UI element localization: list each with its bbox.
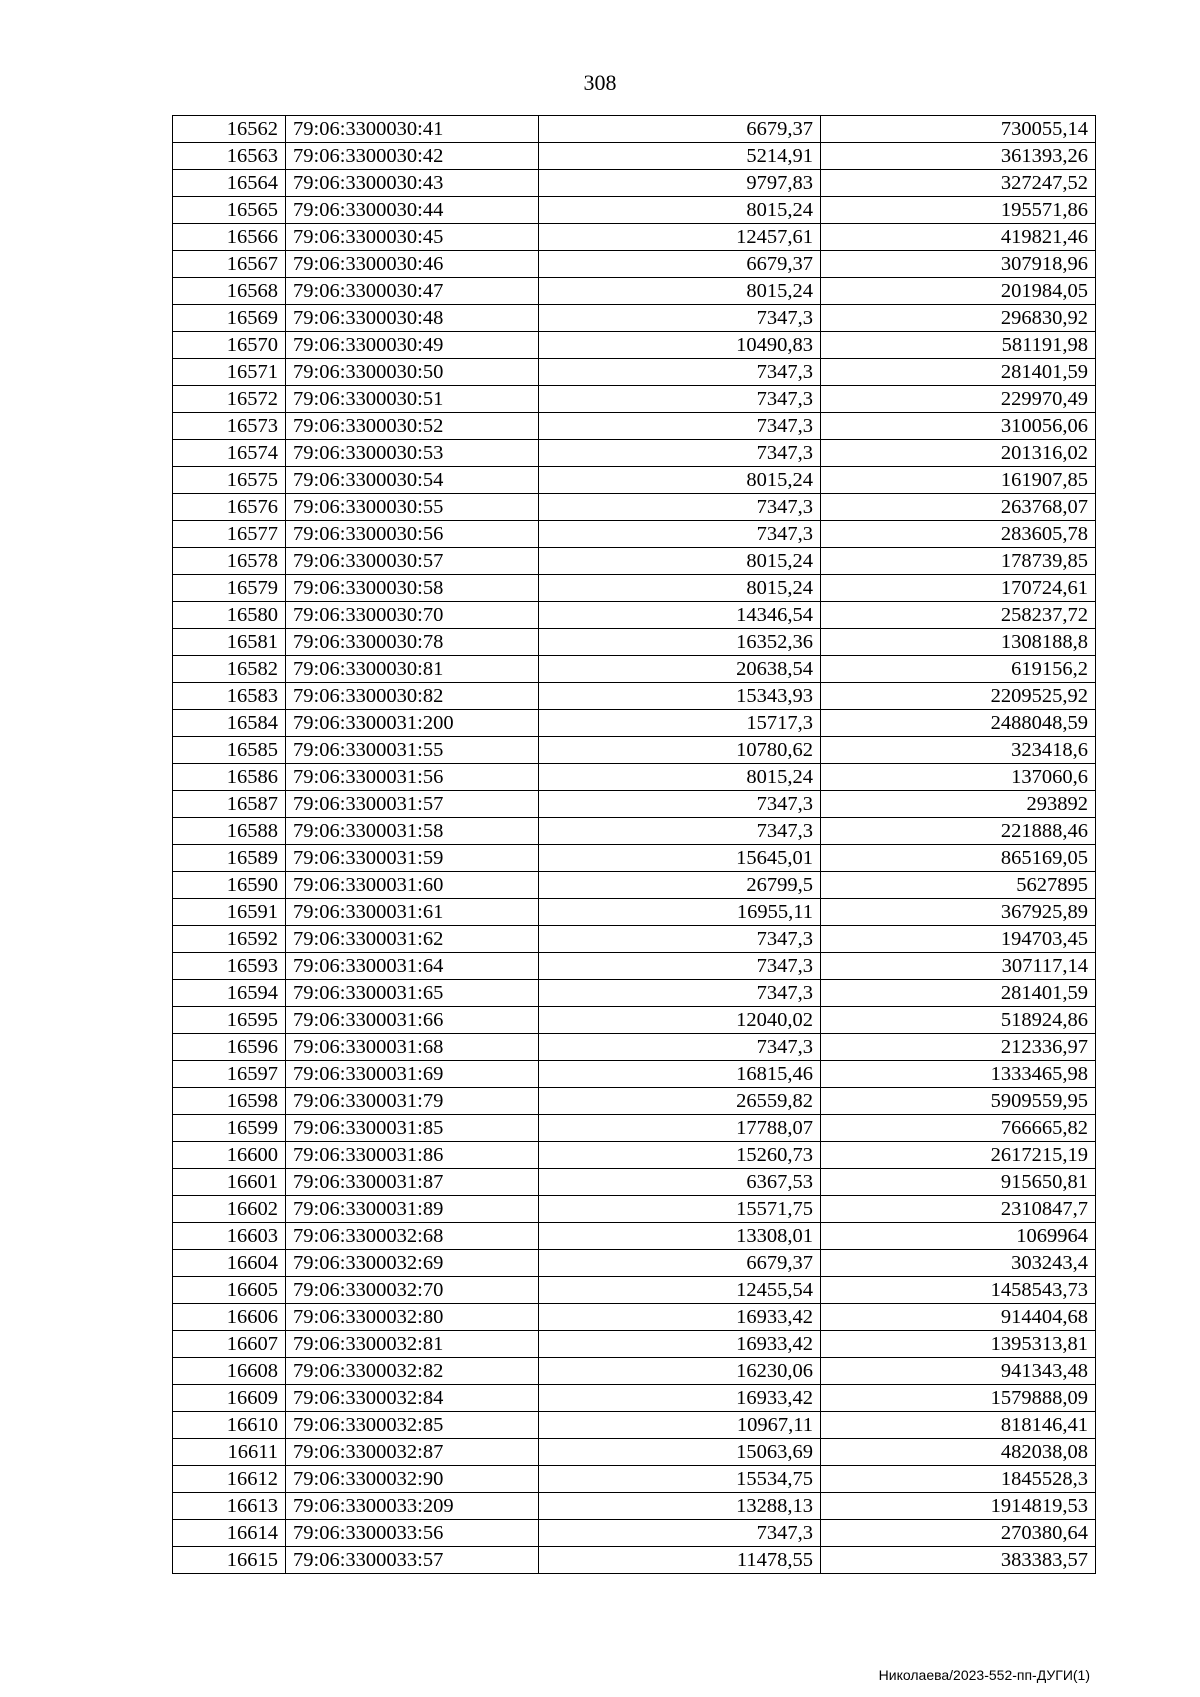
cadastral-number-cell: 79:06:3300030:57: [286, 548, 539, 575]
row-number-cell: 16602: [173, 1196, 286, 1223]
table-row: [173, 737, 1096, 764]
cadastral-number-cell: 79:06:3300033:209: [286, 1493, 539, 1520]
cadastral-number-cell: 79:06:3300030:55: [286, 494, 539, 521]
cadastral-value-cell: 310056,06: [821, 413, 1096, 440]
cadastral-value-cell: 1395313,81: [821, 1331, 1096, 1358]
cadastral-value-cell: 518924,86: [821, 1007, 1096, 1034]
cadastral-value-cell: 229970,49: [821, 386, 1096, 413]
cadastral-number-cell: 79:06:3300031:64: [286, 953, 539, 980]
cadastral-value-cell: 327247,52: [821, 170, 1096, 197]
area-cell: 16815,46: [539, 1061, 821, 1088]
table-row: [173, 980, 1096, 1007]
table-row: [173, 224, 1096, 251]
table-row: [173, 386, 1096, 413]
row-number-cell: 16608: [173, 1358, 286, 1385]
row-number-cell: 16574: [173, 440, 286, 467]
cadastral-value-cell: 419821,46: [821, 224, 1096, 251]
area-cell: 15063,69: [539, 1439, 821, 1466]
cadastral-number-cell: 79:06:3300032:85: [286, 1412, 539, 1439]
table-row: [173, 170, 1096, 197]
table-row: [173, 278, 1096, 305]
row-number-cell: 16603: [173, 1223, 286, 1250]
area-cell: 20638,54: [539, 656, 821, 683]
cadastral-value-cell: 915650,81: [821, 1169, 1096, 1196]
area-cell: 10780,62: [539, 737, 821, 764]
area-cell: 15343,93: [539, 683, 821, 710]
cadastral-value-cell: 201316,02: [821, 440, 1096, 467]
table-row: [173, 1169, 1096, 1196]
row-number-cell: 16577: [173, 521, 286, 548]
area-cell: 13288,13: [539, 1493, 821, 1520]
area-cell: 7347,3: [539, 1034, 821, 1061]
area-cell: 7347,3: [539, 1520, 821, 1547]
row-number-cell: 16595: [173, 1007, 286, 1034]
table-row: [173, 1061, 1096, 1088]
area-cell: 15645,01: [539, 845, 821, 872]
cadastral-number-cell: 79:06:3300031:89: [286, 1196, 539, 1223]
cadastral-number-cell: 79:06:3300030:58: [286, 575, 539, 602]
area-cell: 7347,3: [539, 953, 821, 980]
cadastral-number-cell: 79:06:3300030:70: [286, 602, 539, 629]
row-number-cell: 16576: [173, 494, 286, 521]
cadastral-number-cell: 79:06:3300032:80: [286, 1304, 539, 1331]
cadastral-value-cell: 818146,41: [821, 1412, 1096, 1439]
cadastral-number-cell: 79:06:3300030:53: [286, 440, 539, 467]
cadastral-number-cell: 79:06:3300031:57: [286, 791, 539, 818]
cadastral-number-cell: 79:06:3300030:47: [286, 278, 539, 305]
cadastral-value-cell: 2617215,19: [821, 1142, 1096, 1169]
table-body: [173, 116, 1096, 1574]
cadastral-number-cell: 79:06:3300031:59: [286, 845, 539, 872]
table-row: [173, 197, 1096, 224]
cadastral-value-cell: 283605,78: [821, 521, 1096, 548]
row-number-cell: 16582: [173, 656, 286, 683]
area-cell: 7347,3: [539, 926, 821, 953]
cadastral-value-cell: 307918,96: [821, 251, 1096, 278]
table-row: [173, 143, 1096, 170]
area-cell: 7347,3: [539, 494, 821, 521]
area-cell: 15717,3: [539, 710, 821, 737]
row-number-cell: 16567: [173, 251, 286, 278]
cadastral-value-cell: 323418,6: [821, 737, 1096, 764]
cadastral-number-cell: 79:06:3300031:62: [286, 926, 539, 953]
table-row: [173, 1412, 1096, 1439]
cadastral-value-cell: 367925,89: [821, 899, 1096, 926]
row-number-cell: 16579: [173, 575, 286, 602]
table-row: [173, 1439, 1096, 1466]
area-cell: 12455,54: [539, 1277, 821, 1304]
cadastral-value-cell: 1333465,98: [821, 1061, 1096, 1088]
row-number-cell: 16584: [173, 710, 286, 737]
table-row: [173, 656, 1096, 683]
cadastral-value-cell: 296830,92: [821, 305, 1096, 332]
area-cell: 6679,37: [539, 116, 821, 143]
cadastral-value-cell: 914404,68: [821, 1304, 1096, 1331]
row-number-cell: 16611: [173, 1439, 286, 1466]
table-row: [173, 1250, 1096, 1277]
row-number-cell: 16600: [173, 1142, 286, 1169]
cadastral-number-cell: 79:06:3300031:65: [286, 980, 539, 1007]
table-row: [173, 872, 1096, 899]
table-row: [173, 332, 1096, 359]
row-number-cell: 16601: [173, 1169, 286, 1196]
area-cell: 15571,75: [539, 1196, 821, 1223]
table-row: [173, 1520, 1096, 1547]
area-cell: 7347,3: [539, 413, 821, 440]
area-cell: 5214,91: [539, 143, 821, 170]
cadastral-value-cell: 178739,85: [821, 548, 1096, 575]
row-number-cell: 16592: [173, 926, 286, 953]
cadastral-value-cell: 161907,85: [821, 467, 1096, 494]
cadastral-value-cell: 270380,64: [821, 1520, 1096, 1547]
cadastral-number-cell: 79:06:3300032:69: [286, 1250, 539, 1277]
cadastral-number-cell: 79:06:3300030:54: [286, 467, 539, 494]
area-cell: 7347,3: [539, 440, 821, 467]
cadastral-value-cell: 194703,45: [821, 926, 1096, 953]
cadastral-number-cell: 79:06:3300033:57: [286, 1547, 539, 1574]
cadastral-value-cell: 865169,05: [821, 845, 1096, 872]
area-cell: 17788,07: [539, 1115, 821, 1142]
row-number-cell: 16596: [173, 1034, 286, 1061]
cadastral-number-cell: 79:06:3300032:90: [286, 1466, 539, 1493]
table-row: [173, 1088, 1096, 1115]
area-cell: 16933,42: [539, 1331, 821, 1358]
cadastral-value-cell: 1579888,09: [821, 1385, 1096, 1412]
area-cell: 12040,02: [539, 1007, 821, 1034]
area-cell: 8015,24: [539, 764, 821, 791]
table-row: [173, 1331, 1096, 1358]
row-number-cell: 16591: [173, 899, 286, 926]
cadastral-value-cell: 2488048,59: [821, 710, 1096, 737]
cadastral-number-cell: 79:06:3300030:44: [286, 197, 539, 224]
row-number-cell: 16610: [173, 1412, 286, 1439]
cadastral-number-cell: 79:06:3300031:85: [286, 1115, 539, 1142]
table-row: [173, 467, 1096, 494]
area-cell: 6367,53: [539, 1169, 821, 1196]
cadastral-value-cell: 941343,48: [821, 1358, 1096, 1385]
table-row: [173, 116, 1096, 143]
row-number-cell: 16565: [173, 197, 286, 224]
cadastral-number-cell: 79:06:3300030:43: [286, 170, 539, 197]
cadastral-number-cell: 79:06:3300030:81: [286, 656, 539, 683]
table-row: [173, 629, 1096, 656]
cadastral-number-cell: 79:06:3300031:68: [286, 1034, 539, 1061]
area-cell: 7347,3: [539, 305, 821, 332]
area-cell: 8015,24: [539, 278, 821, 305]
row-number-cell: 16571: [173, 359, 286, 386]
cadastral-value-cell: 581191,98: [821, 332, 1096, 359]
cadastral-value-cell: 1458543,73: [821, 1277, 1096, 1304]
table-row: [173, 575, 1096, 602]
cadastral-value-cell: 170724,61: [821, 575, 1096, 602]
area-cell: 8015,24: [539, 548, 821, 575]
row-number-cell: 16570: [173, 332, 286, 359]
area-cell: 9797,83: [539, 170, 821, 197]
cadastral-number-cell: 79:06:3300031:66: [286, 1007, 539, 1034]
area-cell: 16230,06: [539, 1358, 821, 1385]
cadastral-number-cell: 79:06:3300032:68: [286, 1223, 539, 1250]
row-number-cell: 16573: [173, 413, 286, 440]
row-number-cell: 16563: [173, 143, 286, 170]
area-cell: 26559,82: [539, 1088, 821, 1115]
cadastral-value-cell: 307117,14: [821, 953, 1096, 980]
row-number-cell: 16572: [173, 386, 286, 413]
cadastral-number-cell: 79:06:3300030:78: [286, 629, 539, 656]
cadastral-value-cell: 1308188,8: [821, 629, 1096, 656]
row-number-cell: 16589: [173, 845, 286, 872]
row-number-cell: 16585: [173, 737, 286, 764]
table-row: [173, 440, 1096, 467]
cadastral-value-cell: 281401,59: [821, 980, 1096, 1007]
row-number-cell: 16583: [173, 683, 286, 710]
cadastral-number-cell: 79:06:3300031:86: [286, 1142, 539, 1169]
page-number: 308: [583, 70, 617, 95]
cadastral-number-cell: 79:06:3300030:82: [286, 683, 539, 710]
area-cell: 10490,83: [539, 332, 821, 359]
row-number-cell: 16586: [173, 764, 286, 791]
area-cell: 7347,3: [539, 359, 821, 386]
cadastral-number-cell: 79:06:3300032:87: [286, 1439, 539, 1466]
cadastral-value-cell: 5627895: [821, 872, 1096, 899]
table-row: [173, 251, 1096, 278]
cadastral-number-cell: 79:06:3300031:60: [286, 872, 539, 899]
cadastral-value-cell: 5909559,95: [821, 1088, 1096, 1115]
table-row: [173, 1142, 1096, 1169]
table-row: [173, 1547, 1096, 1574]
table-row: [173, 1493, 1096, 1520]
cadastral-number-cell: 79:06:3300031:79: [286, 1088, 539, 1115]
area-cell: 11478,55: [539, 1547, 821, 1574]
row-number-cell: 16604: [173, 1250, 286, 1277]
cadastral-value-cell: 730055,14: [821, 116, 1096, 143]
cadastral-value-cell: 2209525,92: [821, 683, 1096, 710]
table-row: [173, 1007, 1096, 1034]
row-number-cell: 16575: [173, 467, 286, 494]
row-number-cell: 16613: [173, 1493, 286, 1520]
row-number-cell: 16607: [173, 1331, 286, 1358]
table-row: [173, 764, 1096, 791]
cadastral-value-cell: 201984,05: [821, 278, 1096, 305]
row-number-cell: 16598: [173, 1088, 286, 1115]
cadastral-value-cell: 258237,72: [821, 602, 1096, 629]
cadastral-value-cell: 383383,57: [821, 1547, 1096, 1574]
table-row: [173, 1196, 1096, 1223]
row-number-cell: 16580: [173, 602, 286, 629]
cadastral-value-cell: 137060,6: [821, 764, 1096, 791]
area-cell: 16933,42: [539, 1385, 821, 1412]
area-cell: 7347,3: [539, 818, 821, 845]
area-cell: 8015,24: [539, 575, 821, 602]
table-row: [173, 1223, 1096, 1250]
row-number-cell: 16612: [173, 1466, 286, 1493]
table-row: [173, 1385, 1096, 1412]
cadastral-value-cell: 212336,97: [821, 1034, 1096, 1061]
cadastral-value-cell: 1845528,3: [821, 1466, 1096, 1493]
area-cell: 8015,24: [539, 197, 821, 224]
cadastral-number-cell: 79:06:3300032:81: [286, 1331, 539, 1358]
row-number-cell: 16578: [173, 548, 286, 575]
row-number-cell: 16597: [173, 1061, 286, 1088]
area-cell: 12457,61: [539, 224, 821, 251]
area-cell: 7347,3: [539, 980, 821, 1007]
row-number-cell: 16590: [173, 872, 286, 899]
cadastral-number-cell: 79:06:3300030:51: [286, 386, 539, 413]
table-row: [173, 602, 1096, 629]
table-row: [173, 791, 1096, 818]
cadastral-number-cell: 79:06:3300032:84: [286, 1385, 539, 1412]
cadastral-number-cell: 79:06:3300030:56: [286, 521, 539, 548]
table-row: [173, 710, 1096, 737]
cadastral-number-cell: 79:06:3300031:87: [286, 1169, 539, 1196]
cadastral-number-cell: 79:06:3300030:42: [286, 143, 539, 170]
document-footer: Николаева/2023-552-пп-ДУГИ(1): [878, 1667, 1090, 1683]
row-number-cell: 16593: [173, 953, 286, 980]
cadastral-value-cell: 361393,26: [821, 143, 1096, 170]
cadastral-number-cell: 79:06:3300030:45: [286, 224, 539, 251]
table-row: [173, 1034, 1096, 1061]
area-cell: 7347,3: [539, 791, 821, 818]
cadastral-number-cell: 79:06:3300031:58: [286, 818, 539, 845]
table-row: [173, 494, 1096, 521]
row-number-cell: 16562: [173, 116, 286, 143]
area-cell: 10967,11: [539, 1412, 821, 1439]
table-row: [173, 818, 1096, 845]
area-cell: 14346,54: [539, 602, 821, 629]
table-row: [173, 359, 1096, 386]
row-number-cell: 16605: [173, 1277, 286, 1304]
cadastral-value-cell: 195571,86: [821, 197, 1096, 224]
cadastral-number-cell: 79:06:3300032:70: [286, 1277, 539, 1304]
area-cell: 16352,36: [539, 629, 821, 656]
row-number-cell: 16581: [173, 629, 286, 656]
area-cell: 7347,3: [539, 521, 821, 548]
cadastral-value-cell: 766665,82: [821, 1115, 1096, 1142]
row-number-cell: 16568: [173, 278, 286, 305]
area-cell: 26799,5: [539, 872, 821, 899]
table-row: [173, 1466, 1096, 1493]
cadastral-value-cell: 221888,46: [821, 818, 1096, 845]
table-row: [173, 953, 1096, 980]
cadastral-value-cell: 281401,59: [821, 359, 1096, 386]
cadastral-value-cell: 303243,4: [821, 1250, 1096, 1277]
area-cell: 6679,37: [539, 1250, 821, 1277]
cadastral-number-cell: 79:06:3300031:61: [286, 899, 539, 926]
cadastral-number-cell: 79:06:3300032:82: [286, 1358, 539, 1385]
row-number-cell: 16609: [173, 1385, 286, 1412]
cadastral-value-cell: 1069964: [821, 1223, 1096, 1250]
cadastral-number-cell: 79:06:3300030:49: [286, 332, 539, 359]
table-row: [173, 413, 1096, 440]
cadastral-number-cell: 79:06:3300031:69: [286, 1061, 539, 1088]
cadastral-value-cell: 293892: [821, 791, 1096, 818]
cadastral-number-cell: 79:06:3300033:56: [286, 1520, 539, 1547]
row-number-cell: 16566: [173, 224, 286, 251]
cadastral-number-cell: 79:06:3300031:55: [286, 737, 539, 764]
area-cell: 8015,24: [539, 467, 821, 494]
cadastral-value-table: [172, 115, 1096, 1574]
cadastral-value-cell: 482038,08: [821, 1439, 1096, 1466]
table-row: [173, 548, 1096, 575]
row-number-cell: 16599: [173, 1115, 286, 1142]
cadastral-number-cell: 79:06:3300030:46: [286, 251, 539, 278]
cadastral-number-cell: 79:06:3300030:50: [286, 359, 539, 386]
row-number-cell: 16614: [173, 1520, 286, 1547]
cadastral-value-cell: 263768,07: [821, 494, 1096, 521]
area-cell: 13308,01: [539, 1223, 821, 1250]
area-cell: 15534,75: [539, 1466, 821, 1493]
cadastral-number-cell: 79:06:3300030:52: [286, 413, 539, 440]
row-number-cell: 16569: [173, 305, 286, 332]
area-cell: 6679,37: [539, 251, 821, 278]
cadastral-value-cell: 619156,2: [821, 656, 1096, 683]
area-cell: 7347,3: [539, 386, 821, 413]
area-cell: 16955,11: [539, 899, 821, 926]
cadastral-value-cell: 2310847,7: [821, 1196, 1096, 1223]
table-row: [173, 1358, 1096, 1385]
row-number-cell: 16588: [173, 818, 286, 845]
cadastral-value-cell: 1914819,53: [821, 1493, 1096, 1520]
area-cell: 16933,42: [539, 1304, 821, 1331]
table-row: [173, 1277, 1096, 1304]
table-row: [173, 1115, 1096, 1142]
table-row: [173, 899, 1096, 926]
table-row: [173, 926, 1096, 953]
cadastral-number-cell: 79:06:3300030:41: [286, 116, 539, 143]
table-row: [173, 521, 1096, 548]
row-number-cell: 16564: [173, 170, 286, 197]
row-number-cell: 16615: [173, 1547, 286, 1574]
row-number-cell: 16587: [173, 791, 286, 818]
table-row: [173, 1304, 1096, 1331]
cadastral-number-cell: 79:06:3300030:48: [286, 305, 539, 332]
table-row: [173, 845, 1096, 872]
table-row: [173, 305, 1096, 332]
table-row: [173, 683, 1096, 710]
area-cell: 15260,73: [539, 1142, 821, 1169]
row-number-cell: 16594: [173, 980, 286, 1007]
cadastral-number-cell: 79:06:3300031:56: [286, 764, 539, 791]
row-number-cell: 16606: [173, 1304, 286, 1331]
cadastral-number-cell: 79:06:3300031:200: [286, 710, 539, 737]
